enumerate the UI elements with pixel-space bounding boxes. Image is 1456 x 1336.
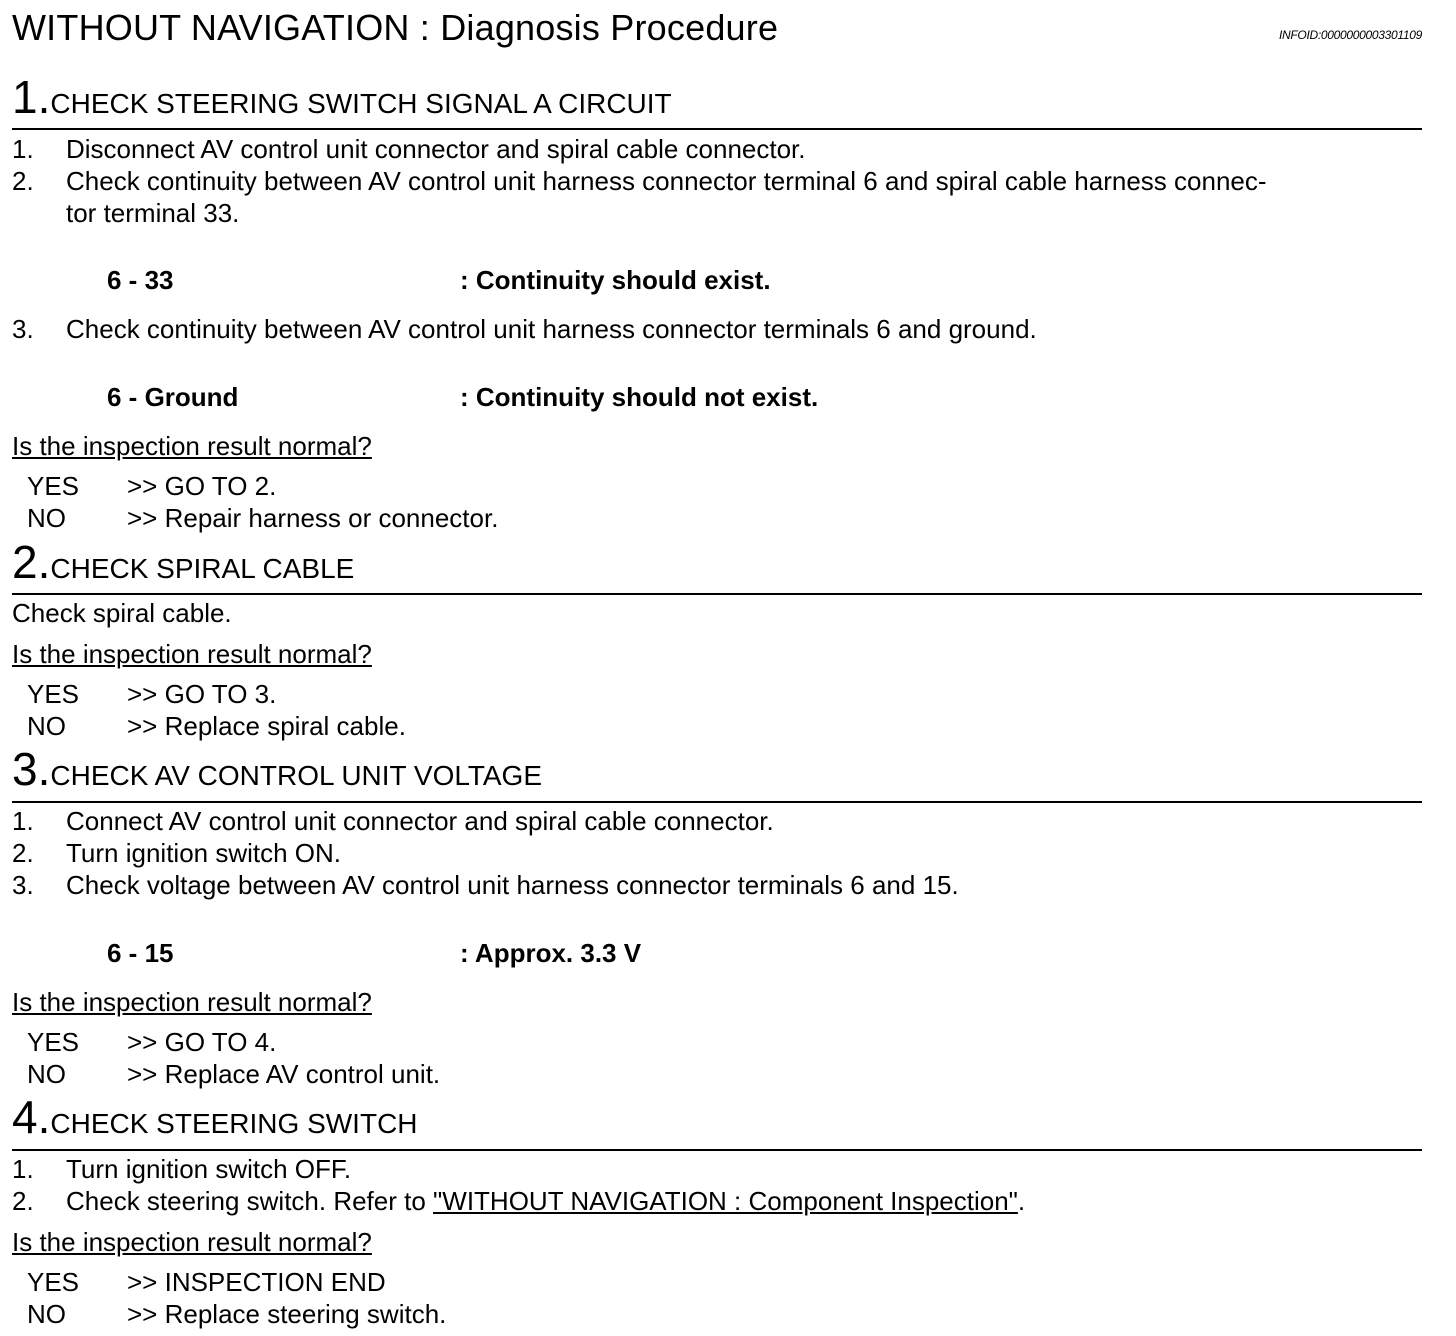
list-item: 3. Check voltage between AV control unit harness connector terminals 6 and 15.: [12, 870, 959, 900]
spec-label: 6 - 33: [107, 265, 174, 295]
no-label: NO: [27, 1299, 66, 1329]
list-item: 2. Check continuity between AV control unit harness connector terminal 6 and spiral cable harness connec-: [12, 166, 1267, 196]
list-item: 2. Check steering switch. Refer to "WITHOUT NAVIGATION : Component Inspection".: [12, 1186, 1026, 1216]
no-action: >> Replace steering switch.: [127, 1299, 447, 1329]
section-rule: [12, 1149, 1422, 1151]
no-label: NO: [27, 711, 66, 741]
step-title: CHECK STEERING SWITCH SIGNAL A CIRCUIT: [50, 88, 672, 119]
spec-value: : Continuity should not exist.: [460, 382, 819, 412]
list-item-continuation: tor terminal 33.: [66, 198, 240, 228]
list-item: 2. Turn ignition switch ON.: [12, 838, 342, 868]
spec-label: 6 - Ground: [107, 382, 239, 412]
spec-label: 6 - 15: [107, 938, 174, 968]
list-item: 1. Connect AV control unit connector and spiral cable connector.: [12, 806, 774, 836]
step-number: 4.: [12, 1091, 51, 1143]
yes-action: >> GO TO 2.: [127, 471, 277, 501]
list-item: 1. Disconnect AV control unit connector and spiral cable connector.: [12, 134, 806, 164]
step-number: 3.: [12, 743, 51, 795]
yes-action: >> GO TO 3.: [127, 679, 277, 709]
page-title: WITHOUT NAVIGATION : Diagnosis Procedure: [12, 7, 779, 48]
section-rule: [12, 128, 1422, 130]
step-title: CHECK STEERING SWITCH: [50, 1108, 418, 1139]
step-text: Check spiral cable.: [12, 598, 232, 628]
yes-action: >> INSPECTION END: [127, 1267, 386, 1297]
spec-value: : Continuity should exist.: [460, 265, 771, 295]
no-action: >> Replace AV control unit.: [127, 1059, 441, 1089]
yes-action: >> GO TO 4.: [127, 1027, 277, 1057]
spec-value: : Approx. 3.3 V: [460, 938, 642, 968]
step-2-heading: [12, 536, 355, 588]
component-inspection-link[interactable]: "WITHOUT NAVIGATION : Component Inspection": [433, 1186, 1018, 1216]
no-label: NO: [27, 1059, 66, 1089]
section-rule: [12, 801, 1422, 803]
no-action: >> Repair harness or connector.: [127, 503, 499, 533]
step-title: CHECK AV CONTROL UNIT VOLTAGE: [50, 760, 543, 791]
step-number: 2.: [12, 536, 51, 588]
inspection-question: Is the inspection result normal?: [12, 639, 372, 669]
yes-label: YES: [27, 1027, 80, 1057]
no-action: >> Replace spiral cable.: [127, 711, 406, 741]
yes-label: YES: [27, 1267, 80, 1297]
yes-label: YES: [27, 471, 80, 501]
inspection-question: Is the inspection result normal?: [12, 1227, 372, 1257]
info-id: INFOID:0000000003301109: [1279, 28, 1422, 42]
step-3-heading: [12, 743, 543, 795]
inspection-question: Is the inspection result normal?: [12, 431, 372, 461]
no-label: NO: [27, 503, 66, 533]
step-1-heading: [12, 71, 672, 123]
section-rule: [12, 593, 1422, 595]
list-item: 3. Check continuity between AV control unit harness connector terminals 6 and ground.: [12, 314, 1037, 344]
step-4-heading: [12, 1091, 418, 1143]
yes-label: YES: [27, 679, 80, 709]
step-number: 1.: [12, 71, 51, 123]
list-item: 1. Turn ignition switch OFF.: [12, 1154, 352, 1184]
inspection-question: Is the inspection result normal?: [12, 987, 372, 1017]
step-title: CHECK SPIRAL CABLE: [50, 553, 355, 584]
